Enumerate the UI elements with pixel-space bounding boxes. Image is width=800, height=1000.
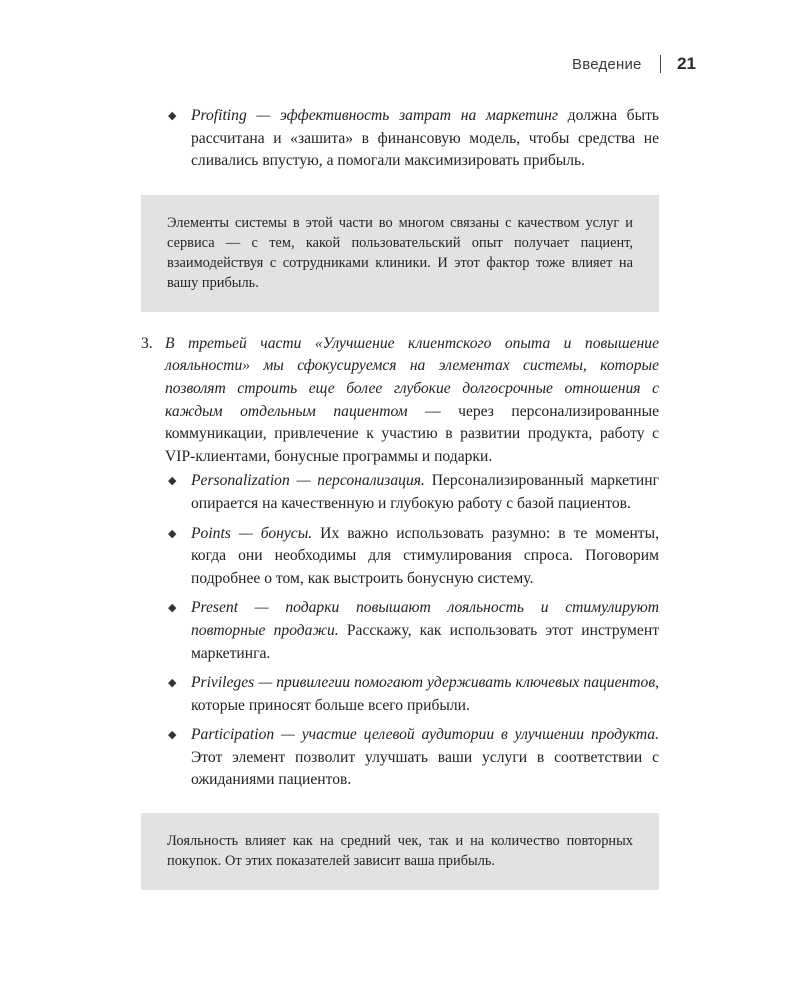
term-text: Персонализированный маркетинг опирается на качественную и глубокую работу с базой пациентов. xyxy=(191,472,659,512)
diamond-bullet-icon: ◆ xyxy=(168,602,177,615)
callout-box-service xyxy=(141,195,659,312)
callout-text: Лояльность влияет как на средний чек, так и на количество повторных покупок. От этих показателей зависит ваша прибыль. xyxy=(167,833,633,870)
term: Privileges xyxy=(191,674,255,692)
diamond-bullet-icon: ◆ xyxy=(168,677,177,690)
list-item xyxy=(141,597,659,665)
term-text: Расскажу, как использовать этот инструмент маркетинга. xyxy=(191,621,660,662)
term-definition: — подарки повышают лояльность и стимулируют повторные продажи. xyxy=(191,599,659,639)
bullet-list-top xyxy=(141,105,659,173)
term-profiting: Profiting xyxy=(191,107,247,124)
item-3-normal: — через персонализированные коммуникации, привлечение к участию в развитии продукта, работу с VIP-клиентами, бонусные программы и подарки. xyxy=(165,402,659,465)
list-item xyxy=(141,724,659,792)
term-definition: — бонусы. xyxy=(230,524,313,542)
list-item xyxy=(141,523,659,591)
list-item xyxy=(141,470,659,515)
item-number: 3. xyxy=(141,334,153,352)
callout-box-loyalty xyxy=(141,813,659,890)
term-text: Этот элемент позволит улучшать ваши услуги в соответствии с ожиданиями пациентов. xyxy=(191,748,659,789)
term-definition: — привилегии помогают удерживать ключевых пациентов xyxy=(254,674,656,692)
term: Participation xyxy=(191,726,275,744)
diamond-bullet-icon: ◆ xyxy=(168,110,177,122)
list-item-profiting xyxy=(141,105,659,173)
diamond-bullet-icon: ◆ xyxy=(168,475,177,488)
numbered-item-3 xyxy=(141,333,659,792)
page-number: 21 xyxy=(677,54,696,73)
term-text: Их важно использовать разумно: в те моменты, когда они необходимы для стимулирования спроса. Поговорим подробнее о том, как выстроить бонусную систему. xyxy=(191,524,659,587)
term-text: , которые приносят больше всего прибыли. xyxy=(191,674,659,714)
header-divider xyxy=(660,55,662,73)
section-title: Введение xyxy=(572,55,642,73)
term: Points xyxy=(191,524,231,542)
list-item xyxy=(141,672,659,717)
callout-text: Элементы системы в этой части во многом связаны с качеством услуг и сервиса — с тем, какой пользовательский опыт получает пациент, взаимодействуя с сотрудниками клиники. И этот фактор тоже влияет на вашу прибыль. xyxy=(167,214,633,291)
bullet-list-loyalty xyxy=(141,470,659,792)
page-body xyxy=(141,105,659,890)
term-definition: — персонализация. xyxy=(289,472,425,490)
diamond-bullet-icon: ◆ xyxy=(168,527,177,540)
term: Personalization xyxy=(191,472,290,490)
diamond-bullet-icon: ◆ xyxy=(168,729,177,742)
term: Present xyxy=(191,599,239,617)
term-profiting-definition: — эффективность затрат на маркетинг xyxy=(246,107,558,124)
term-profiting-text: должна быть рассчитана и «зашита» в финансовую модель, чтобы средства не сливались впустую, а помогали максимизировать прибыль. xyxy=(191,107,659,170)
running-header xyxy=(572,54,696,74)
item-3-italic: В третьей части «Улучшение клиентского опыта и повышение лояльности» мы сфокусируемся на элементах системы, которые позволят строить еще более глубокие долгосрочные отношения с каждым отдельным пациентом xyxy=(165,334,659,420)
term-definition: — участие целевой аудитории в улучшении продукта. xyxy=(274,726,659,744)
item-3-paragraph xyxy=(165,333,659,469)
